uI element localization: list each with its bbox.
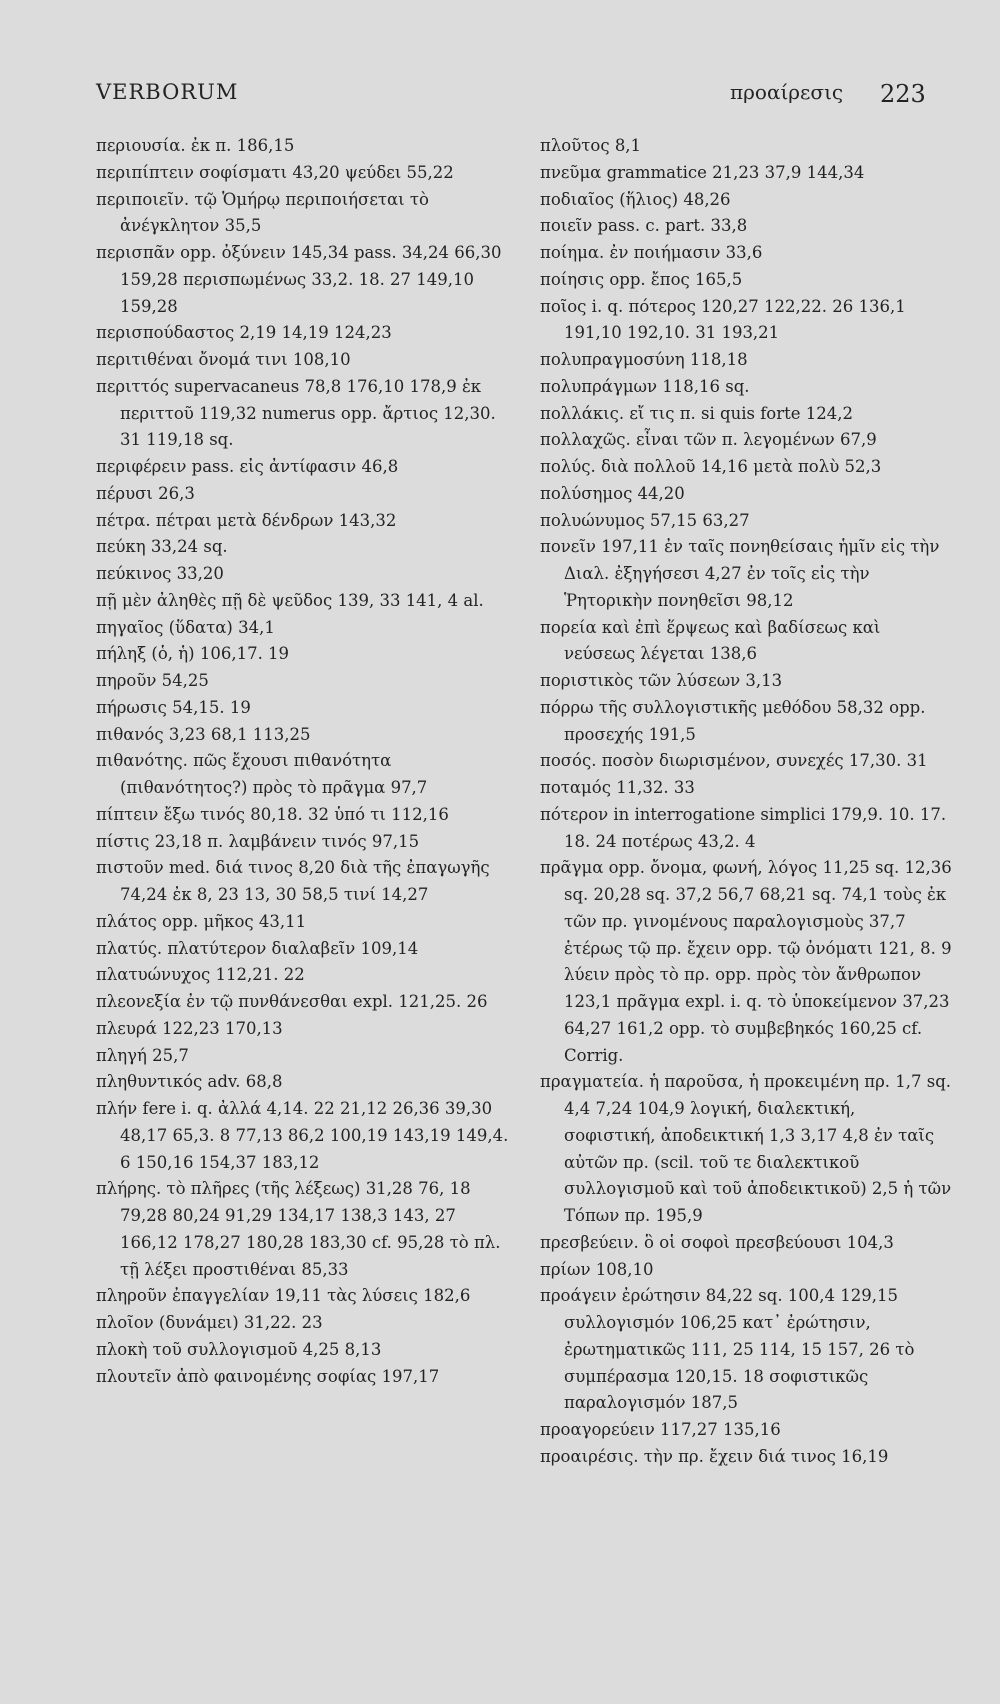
index-entry: ποριστικὸς τῶν λύσεων 3,13	[540, 671, 783, 690]
index-entry: πήρωσις 54,15. 19	[96, 697, 251, 717]
index-entry: πιθανός 3,23 68,1 113,25	[96, 724, 311, 744]
index-entry: πλοκὴ τοῦ συλλογισμοῦ 4,25 8,13	[96, 1339, 382, 1359]
index-entry: πολυπράγμων 118,16 sq.	[540, 376, 750, 396]
index-entry: πίστις 23,18 π. λαμβάνειν τινός 97,15	[96, 831, 420, 851]
index-entry: περιφέρειν pass. εἰς ἀντίφασιν 46,8	[96, 457, 399, 476]
index-entry: πολλαχῶς. εἶναι τῶν π. λεγομένων 67,9	[540, 430, 877, 450]
page-number: 223	[880, 80, 926, 108]
index-entry: περισπούδαστος 2,19 14,19 124,23	[96, 323, 392, 343]
index-entry: πλοῖον (δυνάμει) 31,22. 23	[96, 1313, 323, 1332]
index-entry: πεύκη 33,24 sq.	[96, 537, 228, 557]
index-entry: περιουσία. ἐκ π. 186,15	[96, 136, 295, 155]
index-entry: πήληξ (ὁ, ἡ) 106,17. 19	[96, 644, 290, 664]
index-entry: πλατύς. πλατύτερον διαλαβεῖν 109,14	[96, 938, 419, 958]
index-entry: πολύς. διὰ πολλοῦ 14,16 μετὰ πολὺ 52,3	[540, 457, 882, 476]
index-entry: πεύκινος 33,20	[96, 564, 224, 583]
index-entry: περιττός supervacaneus 78,8 176,10 178,9 ἐκ περιττοῦ 119,32 numerus opp. ἄρτιος 12,30. 31 119,18 sq.	[96, 376, 496, 450]
index-entry: πόρρω τῆς συλλογιστικῆς μεθόδου 58,32 opp. προσεχής 191,5	[540, 697, 926, 744]
index-entry: πῇ μὲν ἀληθὲς πῇ δὲ ψεῦδος 139, 33 141, 4 al.	[96, 590, 484, 610]
index-entry: πλουτεῖν ἀπὸ φαινομένης σοφίας 197,17	[96, 1366, 440, 1386]
running-head-left: VERBORUM	[96, 80, 239, 104]
index-entry: πληθυντικός adv. 68,8	[96, 1072, 283, 1092]
index-entry: πληροῦν ἐπαγγελίαν 19,11 τὰς λύσεις 182,6	[96, 1286, 471, 1306]
index-entry: ποιεῖν pass. c. part. 33,8	[540, 216, 748, 236]
index-entry: προαιρέσις. τὴν πρ. ἔχειν διά τινος 16,19	[540, 1446, 889, 1466]
index-entry: πολλάκις. εἴ τις π. si quis forte 124,2	[540, 403, 854, 423]
index-entry: πηγαῖος (ὕδατα) 34,1	[96, 617, 275, 637]
index-entry: πολυώνυμος 57,15 63,27	[540, 510, 750, 530]
index-entry: πρᾶγμα opp. ὄνομα, φωνή, λόγος 11,25 sq. 12,36 sq. 20,28 sq. 37,2 56,7 68,21 sq. 74,1 τοὺς ἐκ τῶν πρ. γινομένους παραλογισμοὺς 37,7 ἑτέρως τῷ πρ. ἔχειν opp. τῷ ὀνόματι 121, 8. 9 λύειν πρὸς τὸ πρ. opp. πρὸς τὸν ἄνθρωπον 123,1 πρᾶγμα expl. i. q. τὸ ὑποκείμενον 37,23 64,27 161,2 opp. τὸ συμβεβηκός 160,25 cf. Corrig.	[540, 858, 952, 1065]
index-entry: πραγματεία. ἡ παροῦσα, ἡ προκειμένη πρ. 1,7 sq. 4,4 7,24 104,9 λογική, διαλεκτική, σοφιστική, ἀποδεικτική 1,3 3,17 4,8 ἐν ταῖς αὐτῶν πρ. (scil. τοῦ τε διαλεκτικοῦ συλλογισμοῦ καὶ τοῦ ἀποδεικτικοῦ) 2,5 ἡ τῶν Τόπων πρ. 195,9	[540, 1072, 952, 1225]
index-entry: περιποιεῖν. τῷ Ὁμήρῳ περιποιήσεται τὸ ἀνέγκλητον 35,5	[96, 189, 429, 236]
index-entry: πέτρα. πέτραι μετὰ δένδρων 143,32	[96, 510, 397, 530]
index-entry: πίπτειν ἔξω τινός 80,18. 32 ὑπό τι 112,16	[96, 804, 449, 824]
index-entry: πλήρης. τὸ πλῆρες (τῆς λέξεως) 31,28 76, 18 79,28 80,24 91,29 134,17 138,3 143, 27 166,12 178,27 180,28 183,30 cf. 95,28 τὸ πλ. τῇ λέξει προστιθέναι 85,33	[96, 1179, 501, 1279]
index-entry: πονεῖν 197,11 ἐν ταῖς πονηθείσαις ἡμῖν εἰς τὴν Διαλ. ἐξηγήσεσι 4,27 ἐν τοῖς εἰς τὴν Ῥητορικὴν πονηθεῖσι 98,12	[540, 537, 940, 610]
index-entry: πέρυσι 26,3	[96, 483, 195, 503]
index-entry: ποδιαῖος (ἥλιος) 48,26	[540, 189, 731, 209]
index-entry: προάγειν ἐρώτησιν 84,22 sq. 100,4 129,15 συλλογισμόν 106,25 κατ᾽ ἐρώτησιν, ἐρωτηματικῶς 111, 25 114, 15 157, 26 τὸ συμπέρασμα 120,15. 18 σοφιστικῶς παραλογισμόν 187,5	[540, 1286, 915, 1413]
index-entry: ποταμός 11,32. 33	[540, 778, 695, 797]
index-entry: πηροῦν 54,25	[96, 671, 209, 690]
index-entry: πιθανότης. πῶς ἔχουσι πιθανότητα (πιθανότητος?) πρὸς τὸ πρᾶγμα 97,7	[96, 751, 428, 797]
index-entry: πρεσβεύειν. ὃ οἱ σοφοὶ πρεσβεύουσι 104,3	[540, 1232, 894, 1252]
index-entry: περισπᾶν opp. ὀξύνειν 145,34 pass. 34,24 66,30 159,28 περισπωμένως 33,2. 18. 27 149,10 159,28	[96, 243, 502, 316]
index-entry: πιστοῦν med. διά τινος 8,20 διὰ τῆς ἐπαγωγῆς 74,24 ἐκ 8, 23 13, 30 58,5 τινί 14,27	[96, 858, 490, 904]
index-entry: περιτιθέναι ὄνομά τινι 108,10	[96, 350, 351, 369]
index-entry: περιπίπτειν σοφίσματι 43,20 ψεύδει 55,22	[96, 162, 454, 182]
index-entry: πλευρά 122,23 170,13	[96, 1018, 283, 1038]
index-entry: ποίησις opp. ἔπος 165,5	[540, 269, 743, 289]
running-head-center: προαίρεσις	[730, 80, 844, 104]
index-column-right	[540, 133, 952, 1471]
index-entry: πληγή 25,7	[96, 1045, 189, 1065]
index-entry: πολυπραγμοσύνη 118,18	[540, 350, 748, 369]
index-entry: ποῖος i. q. πότερος 120,27 122,22. 26 136,1 191,10 192,10. 31 193,21	[540, 296, 906, 343]
index-entry: πνεῦμα grammatice 21,23 37,9 144,34	[540, 162, 865, 182]
index-entry: πορεία καὶ ἐπὶ ἕρψεως καὶ βαδίσεως καὶ νεύσεως λέγεται 138,6	[540, 617, 881, 664]
index-entry: πλεονεξία ἐν τῷ πυνθάνεσθαι expl. 121,25. 26	[96, 992, 488, 1011]
index-column-left	[96, 133, 516, 1390]
index-entry: πλήν fere i. q. ἀλλά 4,14. 22 21,12 26,36 39,30 48,17 65,3. 8 77,13 86,2 100,19 143,19 149,4. 6 150,16 154,37 183,12	[96, 1099, 509, 1172]
index-entry: πότερον in interrogatione simplici 179,9. 10. 17. 18. 24 ποτέρως 43,2. 4	[540, 804, 947, 851]
index-entry: πολύσημος 44,20	[540, 483, 685, 503]
index-entry: πλοῦτος 8,1	[540, 136, 642, 155]
index-entry: ποίημα. ἐν ποιήμασιν 33,6	[540, 243, 763, 262]
index-entry: προαγορεύειν 117,27 135,16	[540, 1420, 781, 1439]
index-entry: πρίων 108,10	[540, 1259, 654, 1279]
index-entry: ποσός. ποσὸν διωρισμένον, συνεχές 17,30. 31	[540, 751, 928, 771]
index-entry: πλάτος opp. μῆκος 43,11	[96, 911, 307, 931]
index-entry: πλατυώνυχος 112,21. 22	[96, 965, 305, 985]
